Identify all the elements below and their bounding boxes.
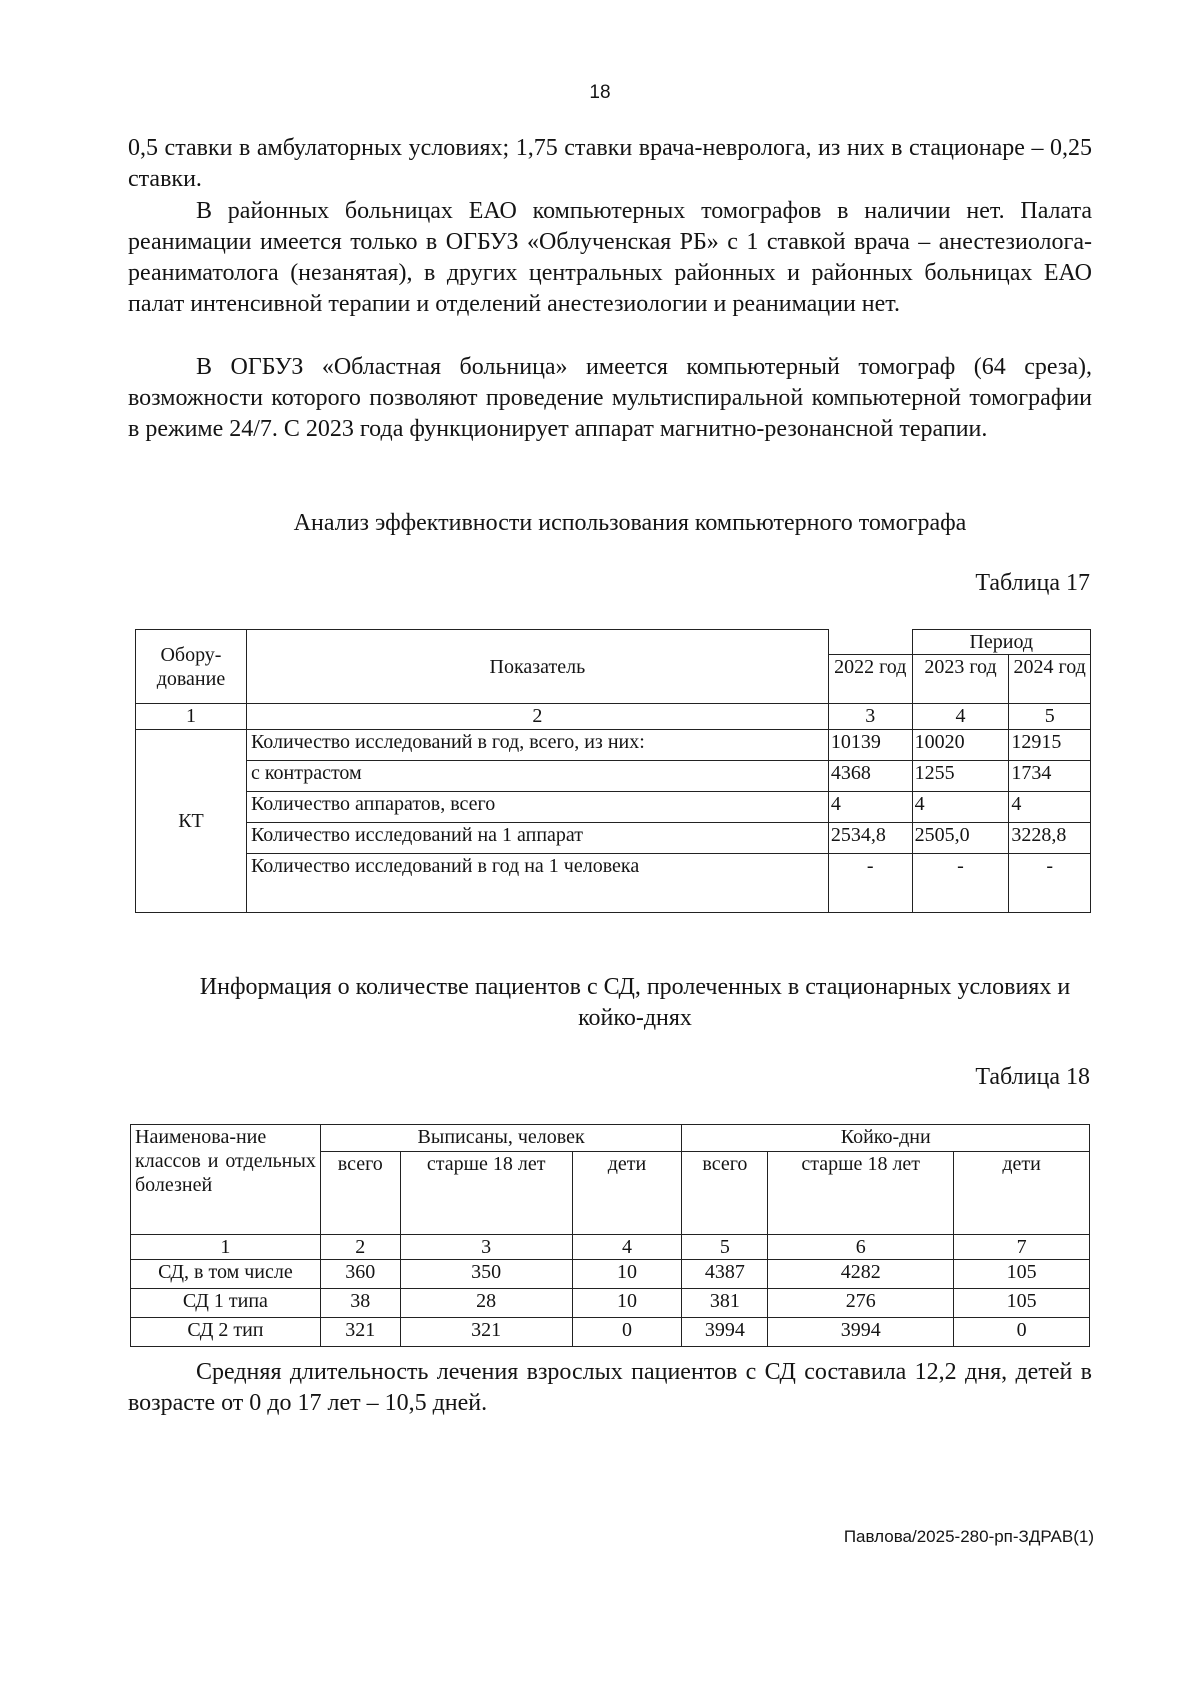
cell-value: 4282	[768, 1260, 954, 1289]
row-label: Количество исследований в год, всего, из них:	[246, 730, 828, 761]
cell-value: 0	[954, 1318, 1090, 1347]
cell-value: 4	[828, 792, 912, 823]
row-label: Количество аппаратов, всего	[246, 792, 828, 823]
paragraph-1-text: 0,5 ставки в амбулаторных условиях; 1,75 ставки врача-невролога, из них в стационаре – 0,25 ставки.	[128, 135, 1092, 192]
col-number: 1	[136, 704, 247, 730]
cell-value: 276	[768, 1289, 954, 1318]
col-number: 3	[400, 1235, 572, 1260]
row-label: Количество исследований в год на 1 человека	[246, 854, 828, 913]
table-row	[136, 854, 1091, 913]
row-label: СД 2 тип	[131, 1318, 321, 1347]
equipment-name: КТ	[136, 730, 247, 913]
header-sub: дети	[954, 1152, 1090, 1235]
paragraph-2-text: В районных больницах ЕАО компьютерных томографов в наличии нет. Палата реанимации имеется только в ОГБУЗ «Облученская РБ» с 1 ставкой врача – анестезиолога-реаниматолога (незанятая), в других центральных районных и районных больницах ЕАО палат интенсивной терапии и отделений анестезиологии и реанимации нет.	[128, 198, 1092, 317]
header-year-2024: 2024 год	[1009, 655, 1091, 704]
table-row	[136, 823, 1091, 854]
table-row	[131, 1260, 1090, 1289]
table-row	[136, 792, 1091, 823]
row-label: Количество исследований на 1 аппарат	[246, 823, 828, 854]
header-sub: всего	[320, 1152, 400, 1235]
table-17	[135, 629, 1091, 913]
cell-value: 360	[320, 1260, 400, 1289]
header-year-2023: 2023 год	[912, 655, 1009, 704]
cell-value: 1255	[912, 761, 1009, 792]
cell-value: 105	[954, 1289, 1090, 1318]
document-footer-code: Павлова/2025-280-рп-ЗДРАВ(1)	[843, 1527, 1094, 1546]
cell-value: 12915	[1009, 730, 1091, 761]
cell-value: 10020	[912, 730, 1009, 761]
paragraph-3-text: В ОГБУЗ «Областная больница» имеется компьютерный томограф (64 среза), возможности которого позволяют проведение мультиспиральной компьютерной томографии в режиме 24/7. С 2023 года функционирует аппарат магнитно-резонансной терапии.	[128, 354, 1092, 442]
col-number: 2	[320, 1235, 400, 1260]
header-year-2022: 2022 год	[828, 655, 912, 704]
cell-value: 10	[572, 1289, 682, 1318]
table-18-caption: Таблица 18	[975, 1064, 1090, 1090]
col-number: 5	[1009, 704, 1091, 730]
page-number: 18	[589, 82, 611, 103]
header-sub: дети	[572, 1152, 682, 1235]
cell-value: 321	[400, 1318, 572, 1347]
table-row	[136, 730, 1091, 761]
cell-value: 28	[400, 1289, 572, 1318]
cell-value: -	[1009, 854, 1091, 913]
cell-value: 105	[954, 1260, 1090, 1289]
header-sub: всего	[682, 1152, 768, 1235]
table-row	[131, 1289, 1090, 1318]
cell-value: 10139	[828, 730, 912, 761]
row-label: СД 1 типа	[131, 1289, 321, 1318]
paragraph-2	[128, 196, 1092, 320]
cell-value: 4	[912, 792, 1009, 823]
table-17-caption: Таблица 17	[975, 570, 1090, 596]
cell-value: -	[912, 854, 1009, 913]
cell-value: 381	[682, 1289, 768, 1318]
col-number: 3	[828, 704, 912, 730]
header-discharged: Выписаны, человек	[320, 1125, 682, 1152]
col-number: 1	[131, 1235, 321, 1260]
cell-value: 3994	[682, 1318, 768, 1347]
section-heading-ct: Анализ эффективности использования компьютерного томографа	[293, 510, 967, 536]
col-number: 4	[572, 1235, 682, 1260]
header-period: Период	[912, 630, 1090, 655]
cell-value: 3228,8	[1009, 823, 1091, 854]
cell-value: 4	[1009, 792, 1091, 823]
cell-value: 2505,0	[912, 823, 1009, 854]
row-label: СД, в том числе	[131, 1260, 321, 1289]
cell-value: 2534,8	[828, 823, 912, 854]
col-number: 6	[768, 1235, 954, 1260]
header-sub: старше 18 лет	[400, 1152, 572, 1235]
cell-value: 0	[572, 1318, 682, 1347]
row-label: с контрастом	[246, 761, 828, 792]
col-number: 7	[954, 1235, 1090, 1260]
header-name: Наименова-ние классов и отдельных болезней	[131, 1125, 321, 1235]
col-number: 2	[246, 704, 828, 730]
cell-value: 4368	[828, 761, 912, 792]
cell-value: 3994	[768, 1318, 954, 1347]
table-18	[130, 1124, 1090, 1347]
section-heading-diabetes: Информация о количестве пациентов с СД, пролеченных в стационарных условиях и койко-днях	[199, 974, 1071, 1031]
paragraph-3	[128, 352, 1092, 445]
header-indicator: Показатель	[246, 630, 828, 704]
cell-value: 38	[320, 1289, 400, 1318]
cell-value: 10	[572, 1260, 682, 1289]
cell-value: 4387	[682, 1260, 768, 1289]
col-number: 5	[682, 1235, 768, 1260]
col-number: 4	[912, 704, 1009, 730]
cell-value: -	[828, 854, 912, 913]
cell-value: 321	[320, 1318, 400, 1347]
paragraph-1	[128, 133, 1092, 195]
header-equipment: Обору- дование	[136, 630, 247, 704]
paragraph-4-text: Средняя длительность лечения взрослых пациентов с СД составила 12,2 дня, детей в возрасте от 0 до 17 лет – 10,5 дней.	[128, 1359, 1092, 1416]
cell-value: 350	[400, 1260, 572, 1289]
table-row	[131, 1318, 1090, 1347]
header-sub: старше 18 лет	[768, 1152, 954, 1235]
paragraph-4	[128, 1357, 1092, 1419]
header-bed-days: Койко-дни	[682, 1125, 1090, 1152]
table-row	[136, 761, 1091, 792]
cell-value: 1734	[1009, 761, 1091, 792]
